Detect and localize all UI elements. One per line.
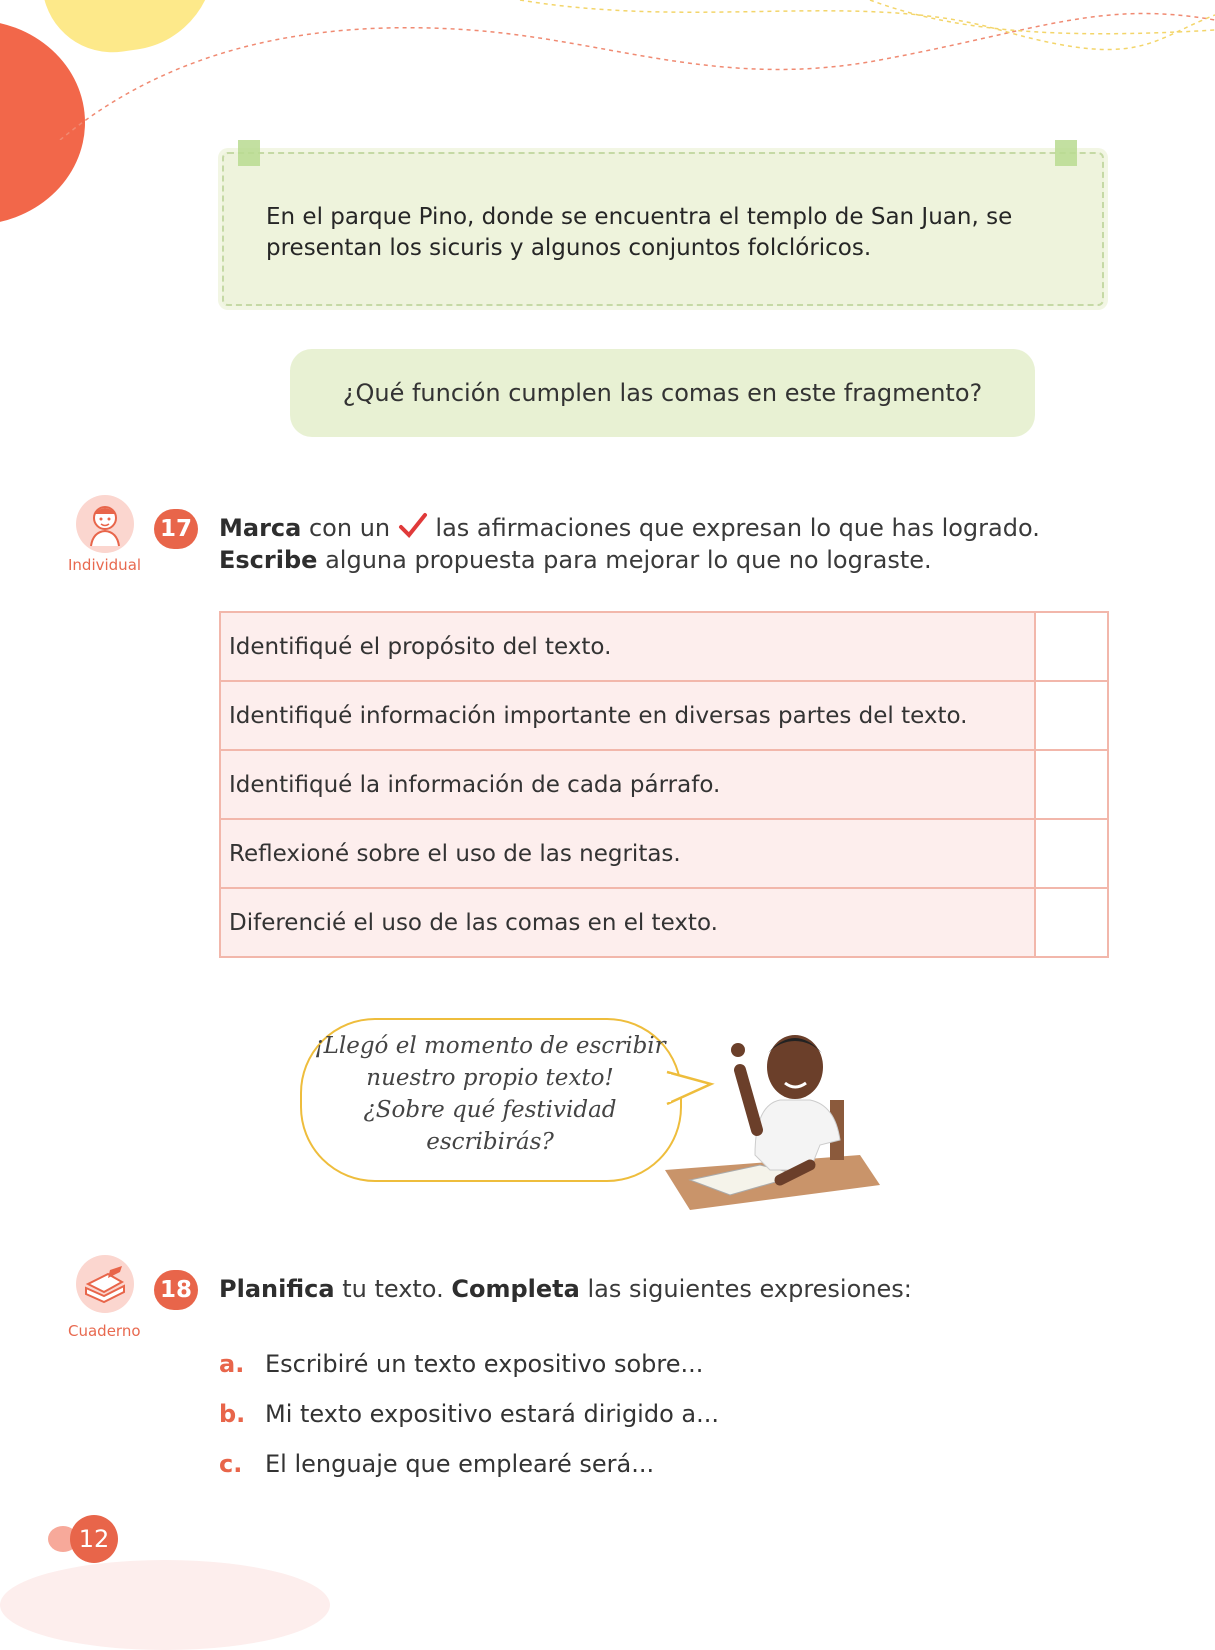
activity-number-18: 18 bbox=[154, 1270, 198, 1310]
decorative-bottom-blob bbox=[0, 1560, 330, 1650]
page-number: 12 bbox=[70, 1515, 118, 1563]
statement-cell: Identifiqué información importante en diversas partes del texto. bbox=[220, 681, 1035, 750]
check-box[interactable] bbox=[1035, 681, 1108, 750]
bubble-line: ¡Llegó el momento de escribir bbox=[314, 1033, 666, 1059]
instruction-text: con un bbox=[308, 514, 391, 542]
quote-text: En el parque Pino, donde se encuentra el templo de San Juan, se presentan los sicuris y algunos conjuntos folclóricos. bbox=[266, 204, 1013, 261]
table-row bbox=[220, 681, 1108, 750]
activity-number-17: 17 bbox=[154, 509, 198, 549]
table-row bbox=[220, 750, 1108, 819]
check-box[interactable] bbox=[1035, 819, 1108, 888]
statement-cell: Reflexioné sobre el uso de las negritas. bbox=[220, 819, 1035, 888]
instruction-text: las siguientes expresiones: bbox=[587, 1275, 912, 1303]
instruction-text: alguna propuesta para mejorar lo que no lograste. bbox=[325, 546, 932, 574]
decorative-dashed-lines bbox=[0, 0, 1215, 140]
icon-label-individual: Individual bbox=[68, 556, 142, 574]
list-letter: c. bbox=[219, 1450, 243, 1478]
list-item bbox=[219, 1350, 703, 1378]
question-text: ¿Qué función cumplen las comas en este fragmento? bbox=[342, 379, 983, 407]
list-text: Escribiré un texto expositivo sobre... bbox=[265, 1350, 704, 1378]
list-text: El lenguaje que emplearé será... bbox=[265, 1450, 655, 1478]
activity-18-instruction bbox=[219, 1273, 1119, 1305]
statement-cell: Identifiqué el propósito del texto. bbox=[220, 612, 1035, 681]
list-letter: b. bbox=[219, 1400, 246, 1428]
bubble-line: nuestro propio texto! bbox=[366, 1065, 614, 1091]
instruction-bold-completa: Completa bbox=[451, 1275, 580, 1303]
student-icon bbox=[76, 495, 134, 553]
checkmark-icon bbox=[398, 512, 428, 540]
tape-right bbox=[1055, 140, 1077, 166]
list-letter: a. bbox=[219, 1350, 245, 1378]
table-row bbox=[220, 819, 1108, 888]
child-at-desk-illustration bbox=[660, 1005, 885, 1215]
notebook-icon bbox=[76, 1255, 134, 1313]
instruction-text: las afirmaciones que expresan lo que has logrado. bbox=[435, 514, 1040, 542]
speech-bubble-text bbox=[310, 1030, 670, 1158]
bubble-line: ¿Sobre qué festividad bbox=[363, 1097, 617, 1123]
instruction-text: tu texto. bbox=[342, 1275, 444, 1303]
statement-cell: Diferencié el uso de las comas en el texto. bbox=[220, 888, 1035, 957]
check-box[interactable] bbox=[1035, 750, 1108, 819]
question-box bbox=[290, 349, 1035, 437]
statement-cell: Identifiqué la información de cada párrafo. bbox=[220, 750, 1035, 819]
bubble-line: escribirás? bbox=[426, 1129, 554, 1155]
check-box[interactable] bbox=[1035, 612, 1108, 681]
table-row bbox=[220, 888, 1108, 957]
list-text: Mi texto expositivo estará dirigido a... bbox=[265, 1400, 719, 1428]
activity-17-instruction bbox=[219, 512, 1119, 576]
tape-left bbox=[238, 140, 260, 166]
list-item bbox=[219, 1450, 654, 1478]
icon-label-cuaderno: Cuaderno bbox=[68, 1322, 141, 1340]
table-row bbox=[220, 612, 1108, 681]
instruction-bold-escribe: Escribe bbox=[219, 546, 318, 574]
self-assessment-table bbox=[219, 611, 1109, 958]
instruction-bold-marca: Marca bbox=[219, 514, 302, 542]
check-box[interactable] bbox=[1035, 888, 1108, 957]
instruction-bold-planifica: Planifica bbox=[219, 1275, 335, 1303]
list-item bbox=[219, 1400, 719, 1428]
